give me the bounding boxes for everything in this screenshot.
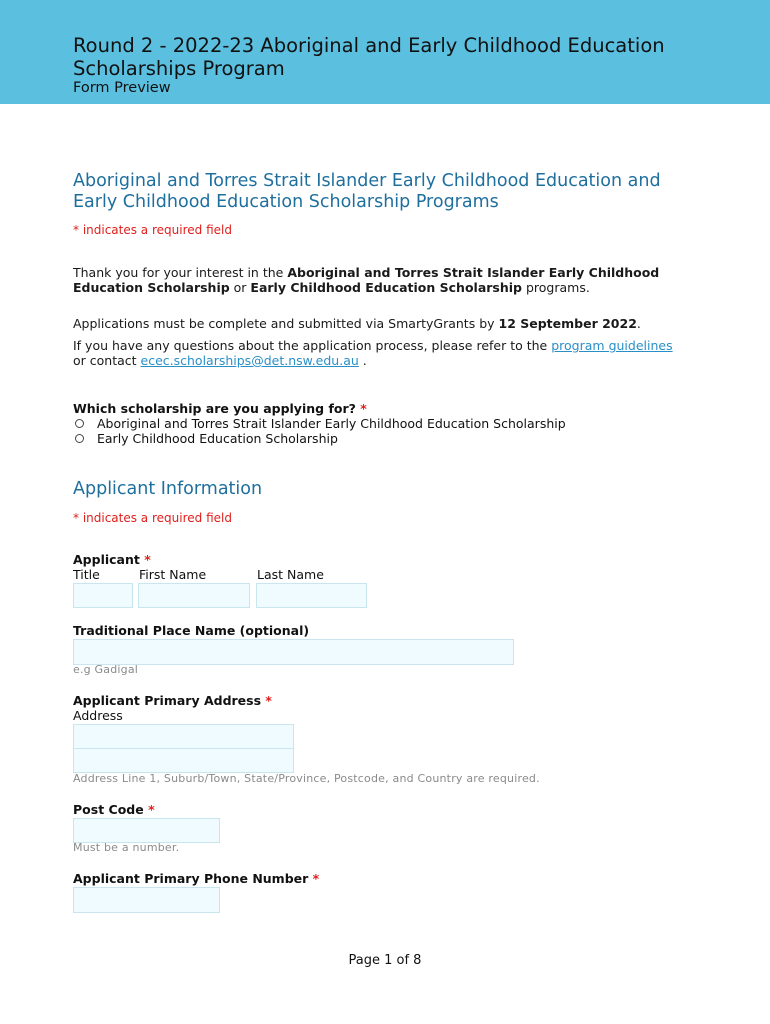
traditional-place-label: Traditional Place Name (optional): [73, 623, 310, 638]
phone-input[interactable]: [73, 887, 220, 913]
address-sublabel: Address: [73, 708, 123, 723]
first-name-input[interactable]: [138, 583, 250, 608]
intro-section-title: Aboriginal and Torres Strait Islander Early Childhood Education and Early Childhood Education Scholarship Programs: [73, 171, 661, 212]
required-star: *: [265, 693, 272, 708]
postcode-help: Must be a number.: [73, 841, 180, 854]
intro-paragraph-1: [73, 265, 673, 295]
program-guidelines-link[interactable]: program guidelines: [551, 338, 673, 353]
required-star: *: [360, 401, 367, 416]
intro-paragraph-3: [73, 338, 673, 368]
option-label: Aboriginal and Torres Strait Islander Early Childhood Education Scholarship: [97, 416, 566, 431]
option-label: Early Childhood Education Scholarship: [97, 431, 338, 446]
scholarship-option-aboriginal[interactable]: [75, 416, 566, 431]
intro-text: Thank you for your interest in the: [73, 265, 288, 280]
label-text: Applicant Primary Phone Number: [73, 871, 309, 886]
required-star: *: [312, 871, 320, 886]
page-number: Page 1 of 8: [348, 953, 422, 968]
scholarship-question-label: [73, 401, 367, 416]
program-name-aboriginal: Aboriginal and Torres Strait Islander Early Childhood Education Scholarship: [73, 265, 660, 295]
intro-text: If you have any questions about the application process, please refer to the: [73, 338, 552, 353]
label-text: Applicant: [73, 552, 140, 567]
intro-text: or contact: [73, 353, 141, 368]
intro-text: .: [636, 316, 641, 331]
label-text: Post Code: [73, 802, 144, 817]
intro-text: or: [229, 280, 251, 295]
address-label: [73, 693, 272, 708]
intro-paragraph-2: [73, 316, 673, 331]
page-header: [0, 0, 770, 104]
required-star: *: [148, 802, 155, 817]
title-sublabel: Title: [73, 567, 100, 582]
intro-text: .: [358, 353, 367, 368]
traditional-place-help: e.g Gadigal: [73, 663, 139, 676]
address-line-1-input[interactable]: [73, 724, 294, 749]
postcode-input[interactable]: [73, 818, 220, 843]
contact-email-link[interactable]: ecec.scholarships@det.nsw.edu.au: [140, 353, 359, 368]
radio-button[interactable]: [75, 419, 84, 428]
form-subtitle: Form Preview: [73, 80, 171, 96]
label-text: Applicant Primary Address: [73, 693, 262, 708]
form-title: Round 2 - 2022-23 Aboriginal and Early Childhood Education Scholarships Program: [73, 34, 665, 80]
scholarship-option-ece[interactable]: [75, 431, 338, 446]
address-line-2-input[interactable]: [73, 748, 294, 773]
question-text: Which scholarship are you applying for?: [73, 401, 356, 416]
last-name-sublabel: Last Name: [257, 567, 324, 582]
deadline-date: 12 September 2022: [498, 316, 637, 331]
required-note: * indicates a required field: [73, 223, 232, 237]
last-name-input[interactable]: [256, 583, 367, 608]
postcode-label: [73, 802, 155, 817]
program-name-ece: Early Childhood Education Scholarship: [250, 280, 522, 295]
traditional-place-input[interactable]: [73, 639, 514, 665]
phone-label: [73, 871, 319, 886]
first-name-sublabel: First Name: [139, 567, 207, 582]
intro-text: Applications must be complete and submitted via SmartyGrants by: [73, 316, 499, 331]
required-note: * indicates a required field: [73, 511, 232, 525]
title-input[interactable]: [73, 583, 133, 608]
applicant-label: [73, 552, 151, 567]
applicant-section-title: Applicant Information: [73, 479, 263, 499]
required-star: *: [144, 552, 151, 567]
address-help: Address Line 1, Suburb/Town, State/Province, Postcode, and Country are required.: [73, 772, 540, 785]
intro-text: programs.: [522, 280, 590, 295]
radio-button[interactable]: [75, 434, 84, 443]
